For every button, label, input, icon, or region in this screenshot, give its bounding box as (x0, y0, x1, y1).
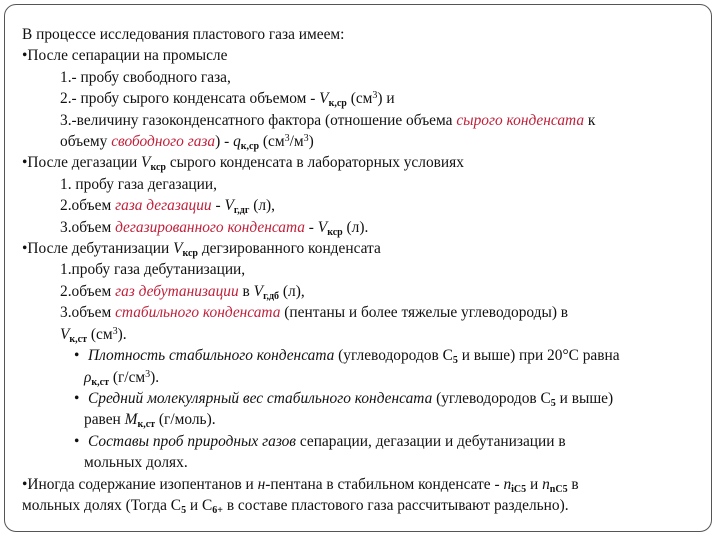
separation-item-2: 2.- пробу сырого конденсата объемом - $V_{к,ср}$ $(см^3)$ и (60, 90, 395, 110)
debutanization-item-2: 2.объем газ дебутанизации в $V_{г,дб}$ (л), (60, 282, 305, 302)
section-separation-heading: •После сепарации на промысле (22, 47, 228, 65)
section-debutanization-heading: •После дебутанизации $V_{кср}$ дегзированного конденсата (22, 240, 381, 260)
debutanization-item-3-cont: $V_{к,ст}$ $(см^3)$. (60, 325, 127, 345)
degassing-item-2: 2.объем газа дегазации - $V_{г,дг}$ (л), (60, 197, 275, 217)
bullet-molecular-weight: • Средний молекулярный вес стабильного конденсата (углеводородов $С_5$ и выше) (74, 389, 614, 409)
separation-item-3: 3.-величину газоконденсатного фактора (отношение объема сырого конденсата к (60, 111, 596, 129)
debutanization-item-3: 3.объем стабильного конденсата (пентаны и более тяжелые углеводороды) в (60, 304, 569, 322)
debutanization-item-1: 1.пробу газа дебутанизации, (60, 261, 246, 279)
section-degassing-heading: •После дегазации $V_{кср}$ сырого конденсата в лабораторных условиях (22, 154, 464, 174)
bullet-molecular-weight-cont: равен $M_{к,ст}$ (г/моль). (84, 411, 216, 431)
degassing-item-3: 3.объем дегазированного конденсата - $V_{кср}$ (л). (60, 218, 369, 238)
final-note-cont: мольных долях (Тогда $С_5$ и $С_{6+}$ в составе пластового газа рассчитывают раздельно). (22, 496, 569, 516)
final-note: •Иногда содержание изопентанов и н-пентана в стабильном конденсате - $n_{iC5}$ и $n_{nC5}$ в (22, 475, 579, 495)
intro-line: В процессе исследования пластового газа имеем: (22, 26, 345, 43)
slide-text (22, 24, 698, 516)
separation-item-1: 1.- пробу свободного газа, (60, 68, 231, 86)
bullet-compositions-cont: мольных долях. (84, 454, 188, 472)
bullet-density-cont: $\rho_{к,ст}$ $(г/см^3)$. (84, 368, 160, 388)
separation-item-3-cont: объему свободного газа) - $q_{к,ср}$ $(см^3/м^3)$ (60, 133, 314, 153)
bullet-compositions: • Составы проб природных газов сепарации, дегазации и дебутанизации в (74, 432, 566, 450)
bullet-density: • Плотность стабильного конденсата (углеводородов $С_5$ и выше) при 20°С равна (74, 347, 620, 367)
degassing-item-1: 1. пробу газа дегазации, (60, 175, 217, 193)
